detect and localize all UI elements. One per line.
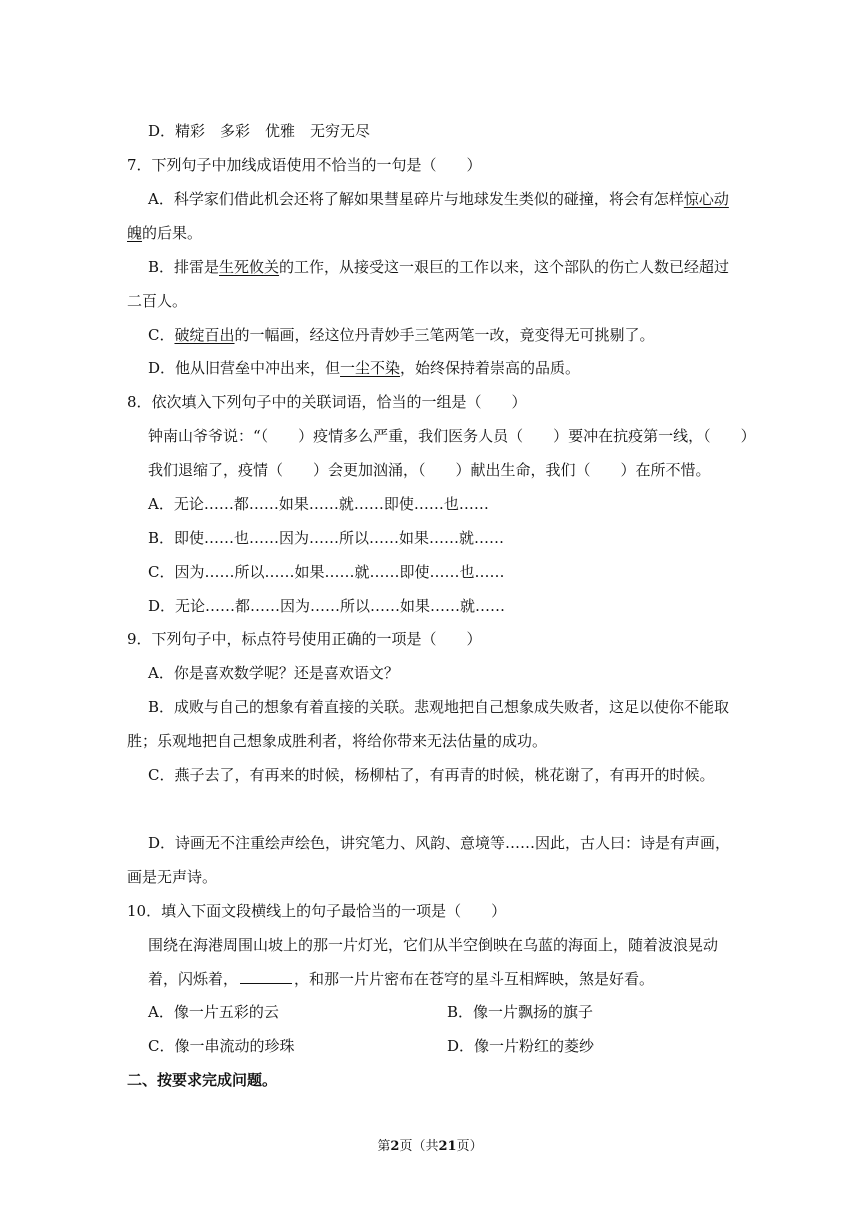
q7-option-a-cont xyxy=(127,223,202,243)
q7-option-a xyxy=(148,189,729,209)
q7-b-text: B．排雷是 xyxy=(148,258,220,276)
q8-option-c: C．因为……所以……如果……就……即使……也…… xyxy=(148,563,505,581)
q7-d-idiom: 一尘不染 xyxy=(340,359,401,377)
q7-a-idiom-part1: 惊心动 xyxy=(683,190,729,208)
q10-passage-line1: 围绕在海港周围山坡上的那一片灯光，它们从半空倒映在乌蓝的海面上，随着波浪晃动 xyxy=(148,936,719,954)
q8-passage-line1: 钟南山爷爷说：“（ ）疫情多么严重，我们医务人员（ ）要冲在抗疫第一线，（ ） xyxy=(148,427,756,445)
q7-a-text: A．科学家们借此机会还将了解如果彗星碎片与地球发生类似的碰撞，将会有怎样 xyxy=(148,190,684,208)
q8-option-d: D．无论……都……因为……所以……如果……就…… xyxy=(148,597,506,615)
q9-option-d: D．诗画无不注重绘声绘色，讲究笔力、风韵、意境等……因此，古人曰：诗是有声画， xyxy=(148,834,731,852)
q8-stem: 8．依次填入下列句子中的关联词语，恰当的一组是（ ） xyxy=(127,393,527,411)
footer-total-pages: 21 xyxy=(438,1139,457,1154)
q10-option-b: B．像一片飘扬的旗子 xyxy=(447,1003,594,1021)
q7-a-tail: 的后果。 xyxy=(142,224,203,242)
q10-passage-pre: 着，闪烁着， xyxy=(148,970,239,988)
q10-passage-post: ，和那一片片密布在苍穹的星斗互相辉映，煞是好看。 xyxy=(294,970,655,988)
q10-option-c: C．像一串流动的珍珠 xyxy=(148,1037,295,1055)
section-2-heading: 二、按要求完成问题。 xyxy=(127,1071,278,1089)
q10-passage-line2 xyxy=(148,969,654,989)
q8-option-a: A．无论……都……如果……就……即使……也…… xyxy=(148,495,489,513)
q9-stem: 9．下列句子中，标点符号使用正确的一项是（ ） xyxy=(127,630,482,648)
q9-option-a: A．你是喜欢数学呢？还是喜欢语文？ xyxy=(148,664,399,682)
q7-b-idiom: 生死攸关 xyxy=(219,258,280,276)
q7-d-tail: ，始终保持着崇高的品质。 xyxy=(400,359,581,377)
q10-stem: 10．填入下面文段横线上的句子最恰当的一项是（ ） xyxy=(127,902,507,920)
q8-option-b: B．即使……也……因为……所以……如果……就…… xyxy=(148,529,505,547)
q10-answer-blank xyxy=(240,969,292,984)
q10-option-a: A．像一片五彩的云 xyxy=(148,1003,279,1021)
q7-option-d xyxy=(148,358,580,378)
q8-passage-line2: 我们退缩了，疫情（ ）会更加汹涌，（ ）献出生命，我们（ ）在所不惜。 xyxy=(148,461,711,479)
q7-b-tail: 的工作，从接受这一艰巨的工作以来，这个部队的伤亡人数已经超过 xyxy=(279,258,730,276)
footer-middle: 页（共 xyxy=(399,1139,439,1154)
q10-option-d: D．像一片粉红的菱纱 xyxy=(447,1037,595,1055)
q7-c-label: C． xyxy=(148,326,175,344)
footer-prefix: 第 xyxy=(377,1139,391,1154)
q7-c-idiom: 破绽百出 xyxy=(174,326,235,344)
q9-option-b-cont: 胜；乐观地把自己想象成胜利者，将给你带来无法估量的成功。 xyxy=(127,732,548,750)
q7-a-idiom-part2: 魄 xyxy=(127,224,143,242)
q7-c-tail: 的一幅画，经这位丹青妙手三笔两笔一改，竟变得无可挑剔了。 xyxy=(234,326,655,344)
q9-option-d-cont: 画是无声诗。 xyxy=(127,868,218,886)
q7-stem: 7．下列句子中加线成语使用不恰当的一句是（ ） xyxy=(127,156,482,174)
q7-option-b xyxy=(148,257,729,277)
page-footer xyxy=(0,1138,860,1156)
q7-d-text: D．他从旧营垒中冲出来，但 xyxy=(148,359,341,377)
q9-option-b: B．成败与自己的想象有着直接的关联。悲观地把自己想象成失败者，这足以使你不能取 xyxy=(148,698,730,716)
footer-suffix: 页） xyxy=(456,1139,483,1154)
q9-option-c: C．燕子去了，有再来的时候，杨柳枯了，有再青的时候，桃花谢了，有再开的时候。 xyxy=(148,766,715,784)
q7-option-c xyxy=(148,325,655,345)
footer-page-number: 2 xyxy=(390,1139,400,1154)
q6-option-d: D．精彩 多彩 优雅 无穷无尽 xyxy=(148,122,371,140)
q7-option-b-cont: 二百人。 xyxy=(127,292,188,310)
